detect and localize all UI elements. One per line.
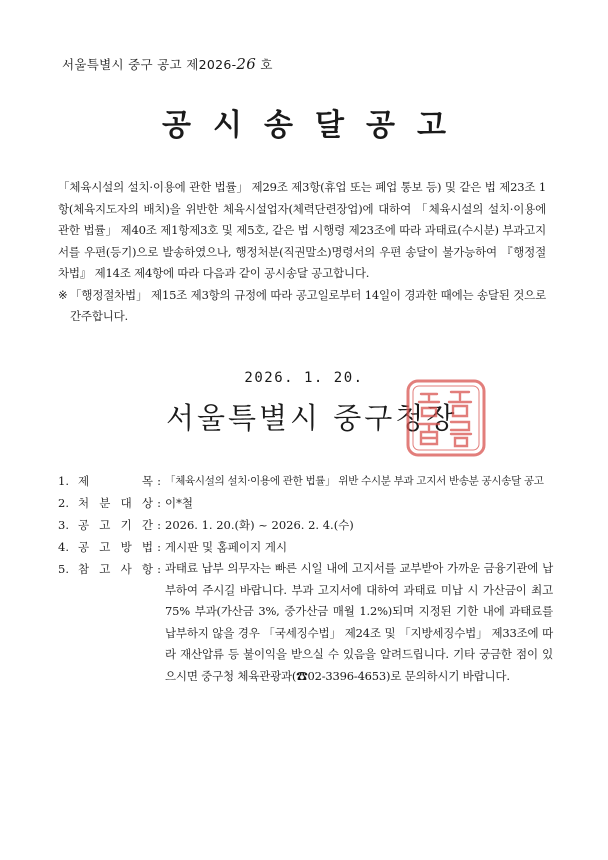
document-title: 공시송달공고 [162,108,468,143]
notice-number-handwritten: 26 [236,55,257,73]
detail-value-title: 「체육시설의 설치·이용에 관한 법률」 위반 수시분 부과 고지서 반송분 공시송달 공고 [165,475,544,487]
notice-body [58,177,546,328]
body-paragraph: 「체육시설의 설치·이용에 관한 법률」 제29조 제3항(휴업 또는 폐업 통보 등) 및 같은 법 제23조 1항(체육지도자의 배치)을 위반한 체육시설업자(체력단련장업)에 대하여 「체육시설의 설치·이용에 관한 법률」 제40조 제1항제3호 및 제5호, 같은 법 시행령 제23조에 따라 과태료(수시분) 부과고지서를 우편(등기)으로 발송하였으나, 행정처분(직권말소)명령서의 우편 송달이 불가능하여 『행정절차법』 제14조 제4항에 따라 다음과 같이 공시송달 공고합니다. [58,180,546,280]
note-text: 「행정절차법」 제15조 제3항의 규정에 따라 공고일로부터 14일이 경과한 때에는 송달된 것으로 간주합니다. [70,287,546,323]
detail-label-period: 공 고 기 간 [78,518,153,532]
detail-row-reference: 5. 참 고 사 항 : 과태료 납부 의무자는 빠른 시일 내에 고지서를 교부받아 가까운 금융기관에 납부하여 주시길 바랍니다. 부과 고지서에 대하여 과태료 미납 시 가산금이 최고 75% 부과(가산금 3%, 중가산금 매월 1.2%)되며 지정된 기한 내에 과태료를 납부하지 않을 경우 「국세징수법」 제24조 및 「지방세징수법」 제33조에 따라 재산압류 등 불이익을 받으실 수 있음을 알려드립니다. 기타 궁금한 점이 있으시면 중구청 체육관광과(☎02-3396-4653)로 문의하시기 바랍니다. [58,558,553,687]
notice-date: 2026. 1. 20. [244,370,364,386]
detail-label-title: 제 목 [78,474,153,488]
issuer-name: 서울특별시 중구청장 [166,401,458,435]
detail-number: 1. [58,474,69,488]
detail-row-title: 1. 제 목 : 「체육시설의 설치·이용에 관한 법률」 위반 수시분 부과 고지서 반송분 공시송달 공고 [58,470,553,492]
detail-row-target: 2. 처 분 대 상 : 이*철 [58,492,553,514]
note-mark: ※ [58,287,68,302]
detail-value-method: 게시판 및 홈페이지 게시 [165,540,288,554]
detail-label-reference: 참 고 사 항 [78,562,153,576]
detail-row-method: 4. 공 고 방 법 : 게시판 및 홈페이지 게시 [58,536,553,558]
detail-label-target: 처 분 대 상 [78,496,153,510]
notice-number-line [62,55,273,73]
detail-value-reference: 과태료 납부 의무자는 빠른 시일 내에 고지서를 교부받아 가까운 금융기관에 납부하여 주시길 바랍니다. 부과 고지서에 대하여 과태료 미납 시 가산금이 최고 75% 부과(가산금 3%, 중가산금 매월 1.2%)되며 지정된 기한 내에 과태료를 납부하지 않을 경우 「국세징수법」 제24조 및 「지방세징수법」 제33조에 따라 재산압류 등 불이익을 받으실 수 있음을 알려드립니다. 기타 궁금한 점이 있으시면 중구청 체육관광과(☎02-3396-4653)로 문의하시기 바랍니다. [165,561,553,683]
detail-number: 3. [58,518,69,532]
detail-value-period: 2026. 1. 20.(화) ~ 2026. 2. 4.(수) [165,518,354,532]
notice-suffix: 호 [260,57,273,72]
detail-number: 2. [58,496,69,510]
notice-prefix: 서울특별시 중구 공고 제2026- [62,57,237,72]
detail-number: 4. [58,540,69,554]
official-seal-icon [405,378,487,458]
notice-details [58,470,553,687]
detail-value-target: 이*철 [165,496,193,510]
detail-row-period: 3. 공 고 기 간 : 2026. 1. 20.(화) ~ 2026. 2. 4.(수) [58,514,553,536]
detail-number: 5. [58,562,69,576]
detail-label-method: 공 고 방 법 [78,540,153,554]
body-note [58,285,546,328]
